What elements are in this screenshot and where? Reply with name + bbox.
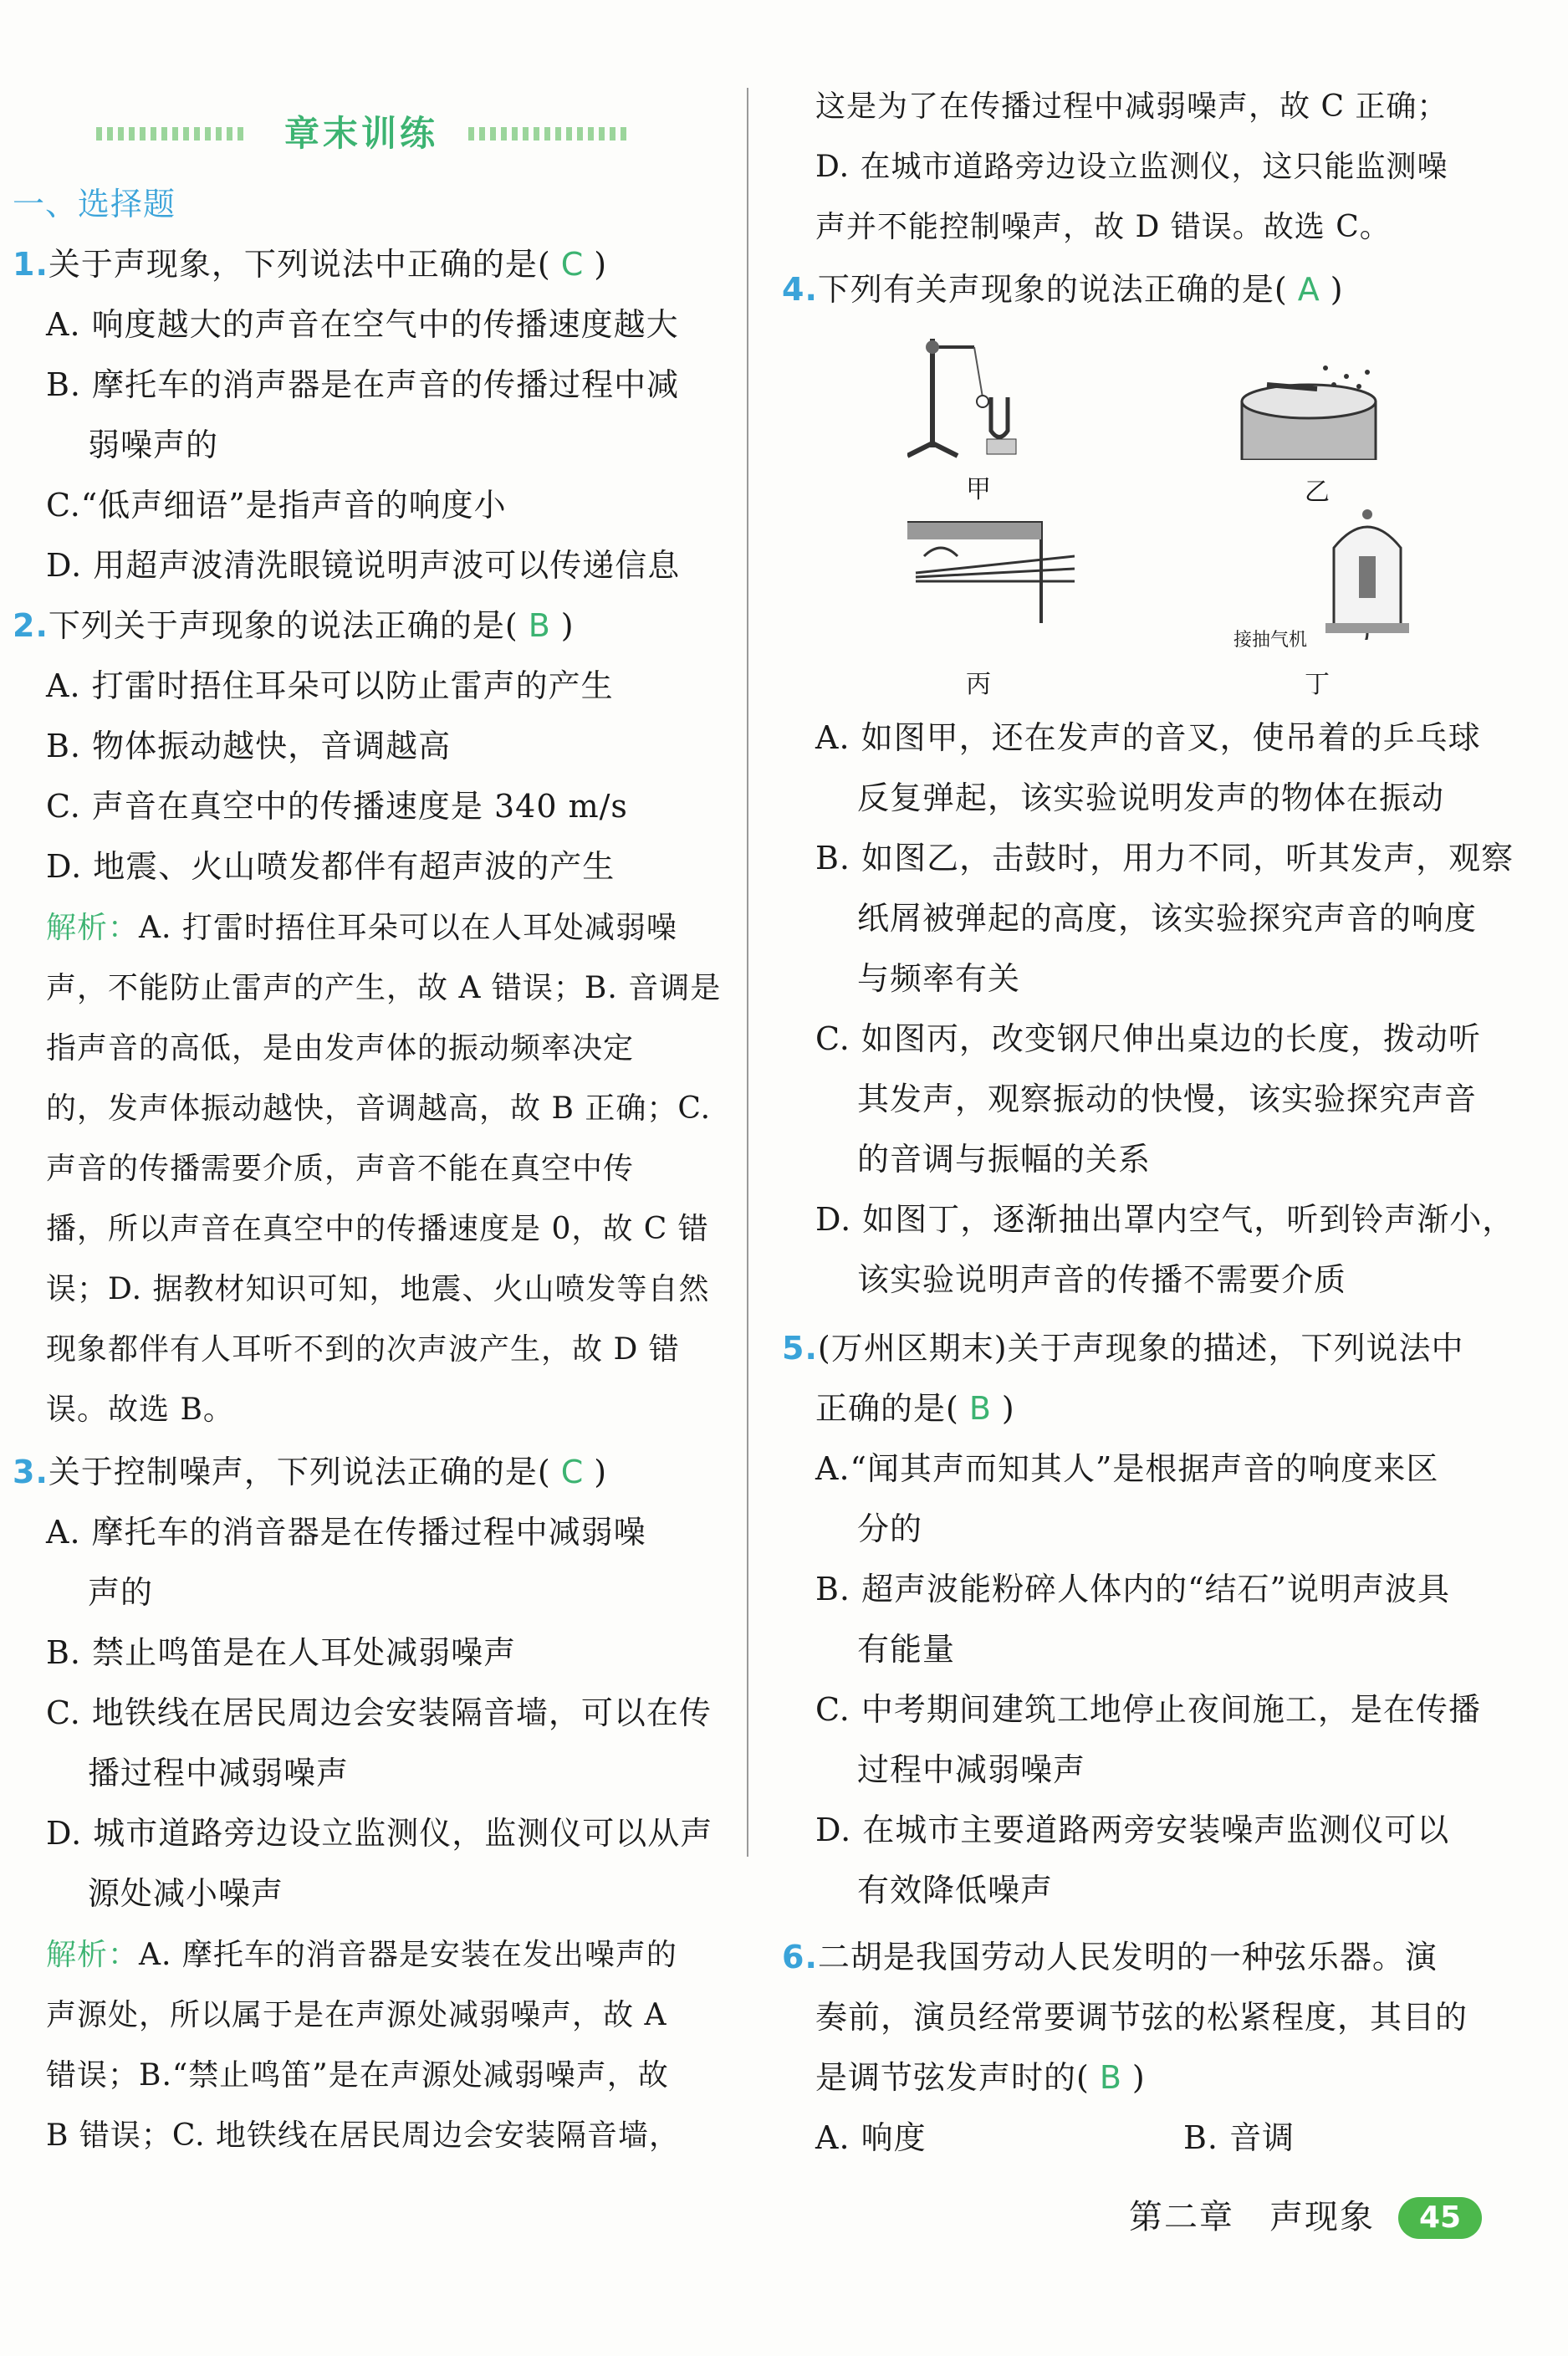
option-d-cont: 源处减小噪声 bbox=[88, 1875, 284, 1912]
option-b-cont: 弱噪声的 bbox=[88, 427, 219, 463]
bell-jar-figure bbox=[1317, 506, 1417, 640]
option-c: C. 声音在真空中的传播速度是 340 m/s bbox=[46, 788, 628, 825]
column-divider bbox=[747, 88, 748, 1857]
option-a: A.“闻其声而知其人”是根据声音的响度来区 bbox=[815, 1450, 1439, 1487]
drum-figure bbox=[1233, 351, 1384, 460]
analysis-line: B 错误；C. 地铁线在居民周边会安装隔音墙， bbox=[46, 2118, 681, 2153]
analysis-line: 声并不能控制噪声，故 D 错误。故选 C。 bbox=[815, 210, 1391, 244]
chapter-title: 章末训练 bbox=[284, 113, 439, 154]
option-b-cont: 纸屑被弹起的高度，该实验探究声音的响度 bbox=[857, 900, 1478, 937]
option-c-cont: 播过程中减弱噪声 bbox=[88, 1755, 350, 1791]
answer-mark: B bbox=[528, 607, 551, 644]
option-b-cont: 有能量 bbox=[857, 1631, 956, 1668]
figure-caption-jia: 甲 bbox=[966, 475, 991, 504]
question-6-stem: 6.二胡是我国劳动人民发明的一种弦乐器。演 bbox=[782, 1939, 1438, 1975]
question-number: 1. bbox=[13, 246, 49, 283]
option-c: C. 中考期间建筑工地停止夜间施工，是在传播 bbox=[815, 1691, 1481, 1728]
option-d: D. 地震、火山喷发都伴有超声波的产生 bbox=[46, 848, 615, 885]
option-a: A. 响度 bbox=[815, 2119, 927, 2156]
option-a: A. 摩托车的消音器是在传播过程中减弱噪 bbox=[46, 1514, 646, 1551]
analysis-line: 解析：A. 打雷时捂住耳朵可以在人耳处减弱噪 bbox=[46, 911, 677, 945]
header-left-decoration bbox=[96, 127, 247, 141]
question-number: 2. bbox=[13, 607, 49, 644]
option-c: C. 如图丙，改变钢尺伸出桌边的长度，拨动听 bbox=[815, 1020, 1481, 1057]
option-b: B. 禁止鸣笛是在人耳处减弱噪声 bbox=[46, 1634, 517, 1671]
option-a: A. 打雷时捂住耳朵可以防止雷声的产生 bbox=[46, 667, 614, 704]
question-number: 6. bbox=[782, 1939, 818, 1975]
question-2-stem: 2.下列关于声现象的说法正确的是( B ) bbox=[13, 607, 575, 644]
header-right-decoration bbox=[468, 127, 631, 141]
option-a-cont: 反复弹起，该实验说明发声的物体在振动 bbox=[857, 779, 1445, 816]
analysis-line: 这是为了在传播过程中减弱噪声，故 C 正确； bbox=[815, 89, 1448, 124]
answer-mark: B bbox=[1099, 2059, 1122, 2096]
option-b: B. 音调 bbox=[1183, 2119, 1295, 2156]
option-c: C.“低声细语”是指声音的响度小 bbox=[46, 487, 507, 524]
option-d-cont: 有效降低噪声 bbox=[857, 1872, 1054, 1909]
chapter-footer: 第二章 声现象 bbox=[1129, 2198, 1375, 2236]
analysis-line: 声，不能防止雷声的产生，故 A 错误；B. 音调是 bbox=[46, 971, 722, 1005]
question-4-stem: 4.下列有关声现象的说法正确的是( A ) bbox=[782, 271, 1344, 308]
analysis-line: 现象都伴有人耳听不到的次声波产生，故 D 错 bbox=[46, 1332, 680, 1367]
option-d: D. 如图丁，逐渐抽出罩内空气，听到铃声渐小， bbox=[815, 1201, 1515, 1238]
analysis-line: 错误；B.“禁止鸣笛”是在声源处减弱噪声，故 bbox=[46, 2058, 669, 2093]
option-b-cont: 与频率有关 bbox=[857, 960, 1021, 997]
option-a-cont: 分的 bbox=[857, 1510, 923, 1547]
analysis-label: 解析： bbox=[46, 1938, 140, 1972]
answer-mark: C bbox=[560, 1454, 585, 1490]
option-d: D. 在城市主要道路两旁安装噪声监测仪可以 bbox=[815, 1812, 1450, 1848]
option-d: D. 城市道路旁边设立监测仪，监测仪可以从声 bbox=[46, 1815, 713, 1852]
option-d: D. 用超声波清洗眼镜说明声波可以传递信息 bbox=[46, 547, 681, 584]
question-3-stem: 3.关于控制噪声，下列说法正确的是( C ) bbox=[13, 1454, 608, 1490]
analysis-line: 播，所以声音在真空中的传播速度是 0，故 C 错 bbox=[46, 1212, 709, 1246]
answer-mark: C bbox=[560, 246, 585, 283]
figure-caption-yi: 乙 bbox=[1305, 478, 1330, 507]
question-number: 4. bbox=[782, 271, 818, 308]
option-c: C. 地铁线在居民周边会安装隔音墙，可以在传 bbox=[46, 1694, 712, 1731]
option-a: A. 响度越大的声音在空气中的传播速度越大 bbox=[46, 306, 679, 343]
option-a: A. 如图甲，还在发声的音叉，使吊着的乒乓球 bbox=[815, 719, 1481, 756]
analysis-label: 解析： bbox=[46, 911, 140, 945]
figure-caption-ding: 丁 bbox=[1305, 670, 1330, 699]
analysis-line: D. 在城市道路旁边设立监测仪，这只能监测噪 bbox=[815, 150, 1448, 184]
question-6-stem-cont: 是调节弦发声时的( B ) bbox=[815, 2059, 1146, 2096]
option-b: B. 摩托车的消声器是在声音的传播过程中减 bbox=[46, 366, 680, 403]
question-5-stem: 5.(万州区期末)关于声现象的描述，下列说法中 bbox=[782, 1330, 1464, 1367]
question-1-stem: 1.关于声现象，下列说法中正确的是( C ) bbox=[13, 246, 608, 283]
chapter-header bbox=[96, 109, 631, 159]
ruler-figure bbox=[907, 506, 1075, 623]
pump-label: 接抽气机 bbox=[1233, 630, 1308, 651]
figure-caption-bing: 丙 bbox=[966, 670, 991, 699]
answer-mark: B bbox=[968, 1390, 992, 1427]
option-d-cont: 该实验说明声音的传播不需要介质 bbox=[857, 1261, 1347, 1298]
option-b: B. 如图乙，击鼓时，用力不同，听其发声，观察 bbox=[815, 840, 1514, 876]
page-number-badge: 45 bbox=[1398, 2197, 1482, 2239]
analysis-line: 指声音的高低，是由发声体的振动频率决定 bbox=[46, 1031, 635, 1066]
section-title: 一、选择题 bbox=[13, 186, 176, 222]
analysis-line: 声源处，所以属于是在声源处减弱噪声，故 A bbox=[46, 1998, 667, 2032]
question-5-stem-cont: 正确的是( B ) bbox=[815, 1390, 1015, 1427]
tuning-fork-pendulum-figure bbox=[907, 330, 1024, 464]
analysis-line: 的，发声体振动越快，音调越高，故 B 正确；C. bbox=[46, 1091, 712, 1126]
analysis-line: 声音的传播需要介质，声音不能在真空中传 bbox=[46, 1152, 635, 1186]
question-number: 5. bbox=[782, 1330, 818, 1367]
option-b: B. 超声波能粉碎人体内的“结石”说明声波具 bbox=[815, 1571, 1450, 1607]
option-b: B. 物体振动越快，音调越高 bbox=[46, 728, 452, 764]
analysis-line: 误。故选 B。 bbox=[46, 1393, 234, 1427]
question-number: 3. bbox=[13, 1454, 49, 1490]
option-a-cont: 声的 bbox=[88, 1574, 154, 1611]
answer-mark: A bbox=[1297, 271, 1320, 308]
analysis-line: 误；D. 据教材知识可知，地震、火山喷发等自然 bbox=[46, 1272, 710, 1306]
question-6-stem-cont: 奏前，演员经常要调节弦的松紧程度，其目的 bbox=[815, 1999, 1468, 2036]
option-c-cont: 的音调与振幅的关系 bbox=[857, 1141, 1152, 1178]
analysis-line: 解析：A. 摩托车的消音器是安装在发出噪声的 bbox=[46, 1938, 677, 1972]
option-c-cont: 过程中减弱噪声 bbox=[857, 1751, 1086, 1788]
option-c-cont: 其发声，观察振动的快慢，该实验探究声音 bbox=[857, 1081, 1478, 1117]
